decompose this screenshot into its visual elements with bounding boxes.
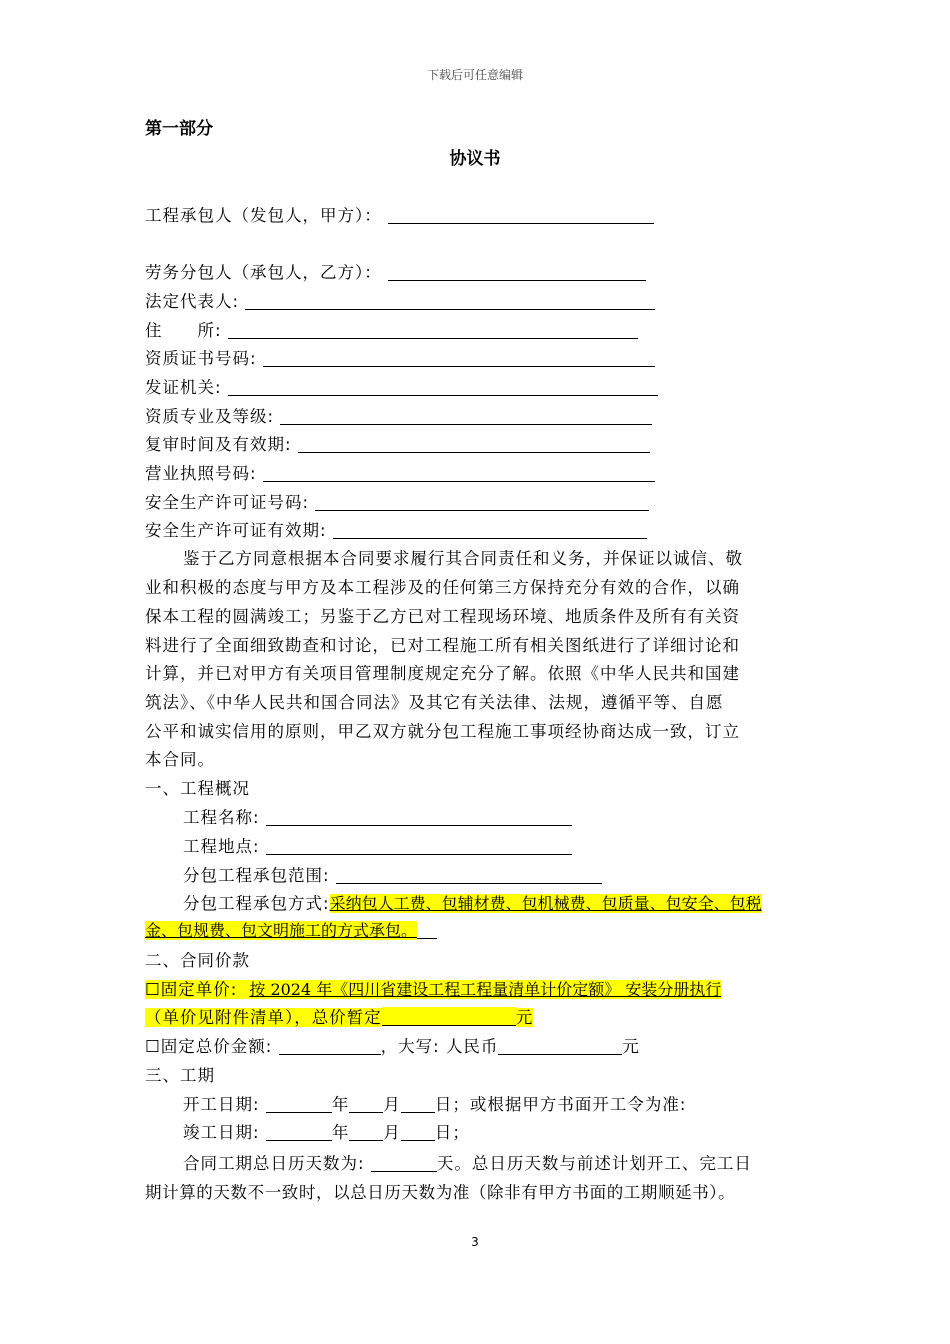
- project-name-field: [183, 804, 572, 828]
- address-blank[interactable]: [228, 320, 638, 339]
- preamble-line-7: 公平和诚实信用的原则，甲乙双方就分包工程施工事项经协商达成一致，订立: [145, 722, 740, 741]
- fixed-unit-price-row: [145, 976, 721, 1000]
- end-day-blank[interactable]: [401, 1122, 435, 1141]
- employer-blank[interactable]: [388, 205, 654, 224]
- end-year-blank[interactable]: [266, 1122, 332, 1141]
- preamble-line-4: 料进行了全面细致勘查和讨论，已对工程施工所有相关图纸进行了详细讨论和: [145, 636, 740, 655]
- section-2-heading: 二、合同价款: [145, 951, 250, 970]
- mode-tail-blank[interactable]: [417, 920, 437, 939]
- start-year-label: 年: [331, 1095, 350, 1114]
- end-date-label: 竣工日期:: [183, 1123, 260, 1142]
- safety-valid-blank[interactable]: [333, 520, 647, 539]
- preamble-line-3: 保本工程的圆满竣工；另鉴于乙方已对工程现场环境、地质条件及所有有关资: [145, 607, 740, 626]
- page-number: 3: [471, 1235, 479, 1249]
- total-days-line-2: 期计算的天数不一致时，以总日历天数为准（除非有甲方书面的工期顺延书）。: [145, 1183, 736, 1202]
- grade-field: [145, 403, 652, 427]
- mode-text-1: 采纳包人工费、包辅材费、包机械费、包质量、包安全、包税: [329, 894, 762, 913]
- address-label: 住 所:: [145, 321, 222, 340]
- subcontractor-label: 劳务分包人（承包人，乙方）：: [145, 263, 382, 282]
- grade-label: 资质专业及等级:: [145, 407, 275, 426]
- preamble-line-8: 本合同。: [145, 750, 215, 769]
- issuer-field: [145, 374, 658, 398]
- scope-label: 分包工程承包范围:: [183, 866, 330, 885]
- review-blank[interactable]: [298, 434, 650, 453]
- license-blank[interactable]: [263, 463, 655, 482]
- issuer-blank[interactable]: [228, 377, 658, 396]
- grade-blank[interactable]: [280, 406, 652, 425]
- safety-valid-label: 安全生产许可证有效期:: [145, 521, 327, 540]
- start-date-row: [183, 1091, 686, 1115]
- scope-field: [183, 862, 602, 886]
- legal-rep-label: 法定代表人:: [145, 292, 240, 311]
- total-days-row: [183, 1150, 752, 1174]
- section-3-heading: 三、工期: [145, 1066, 215, 1085]
- end-year-label: 年: [331, 1123, 350, 1142]
- uppercase-blank[interactable]: [498, 1036, 622, 1055]
- fixed-unit-text-2: （单价见附件清单），总价暂定: [145, 1008, 382, 1027]
- start-month-label: 月: [383, 1095, 401, 1114]
- fixed-total-label[interactable]: ☐固定总价金额:: [145, 1037, 273, 1056]
- fixed-total-blank[interactable]: [279, 1036, 381, 1055]
- fixed-total-row: [145, 1033, 640, 1057]
- license-label: 营业执照号码:: [145, 464, 257, 483]
- start-date-label: 开工日期:: [183, 1095, 260, 1114]
- subcontractor-blank[interactable]: [388, 262, 646, 281]
- start-day-blank[interactable]: [401, 1094, 435, 1113]
- safety-valid-field: [145, 517, 647, 541]
- end-date-row: [183, 1119, 470, 1143]
- cert-no-blank[interactable]: [263, 348, 655, 367]
- legal-rep-blank[interactable]: [245, 291, 655, 310]
- start-year-blank[interactable]: [266, 1094, 332, 1113]
- project-name-blank[interactable]: [266, 807, 572, 826]
- scope-blank[interactable]: [336, 865, 602, 884]
- provisional-total-blank[interactable]: [382, 1007, 516, 1026]
- fixed-unit-label[interactable]: ☐固定单价:: [145, 980, 238, 999]
- employer-label: 工程承包人（发包人，甲方）：: [145, 206, 382, 225]
- legal-rep-field: [145, 288, 655, 312]
- safety-no-blank[interactable]: [315, 492, 649, 511]
- mode-field: [183, 890, 762, 914]
- review-label: 复审时间及有效期:: [145, 435, 292, 454]
- safety-no-field: [145, 489, 649, 513]
- review-field: [145, 431, 650, 455]
- preamble-line-2: 业和积极的态度与甲方及本工程涉及的任何第三方保持充分有效的合作，以确: [145, 578, 740, 597]
- subcontractor-field: [145, 259, 646, 283]
- document-title: 协议书: [449, 149, 501, 169]
- cert-no-label: 资质证书号码:: [145, 349, 257, 368]
- mode-field-line-2: [145, 918, 437, 941]
- safety-no-label: 安全生产许可证号码:: [145, 493, 310, 512]
- end-month-blank[interactable]: [349, 1122, 383, 1141]
- part-label: 第一部分: [145, 119, 213, 139]
- end-day-label: 日；: [434, 1123, 470, 1142]
- mode-label: 分包工程承包方式:: [183, 894, 330, 913]
- end-month-label: 月: [383, 1123, 401, 1142]
- total-days-blank[interactable]: [371, 1153, 437, 1172]
- project-location-label: 工程地点:: [183, 837, 260, 856]
- fixed-unit-price-row-2: [145, 1004, 533, 1028]
- issuer-label: 发证机关:: [145, 378, 222, 397]
- page-header: 下载后可任意编辑: [426, 68, 523, 82]
- license-field: [145, 460, 655, 484]
- total-days-tail: 天。总日历天数与前述计划开工、完工日: [436, 1154, 752, 1173]
- preamble-line-6: 筑法》、《中华人民共和国合同法》及其它有关法律、法规，遵循平等、自愿: [145, 693, 724, 712]
- yuan-label-1: 元: [515, 1008, 534, 1027]
- start-date-tail: 或根据甲方书面开工令为准:: [469, 1095, 687, 1114]
- total-days-label: 合同工期总日历天数为:: [183, 1154, 365, 1173]
- uppercase-label: ，大写: 人民币: [380, 1037, 499, 1056]
- address-field: [145, 317, 638, 341]
- preamble-line-1: 鉴于乙方同意根据本合同要求履行其合同责任和义务，并保证以诚信、敬: [183, 549, 743, 568]
- employer-field: [145, 202, 654, 226]
- preamble-line-5: 计算，并已对甲方有关项目管理制度规定充分了解。依照《中华人民共和国建: [145, 664, 740, 683]
- mode-text-2: 金、包规费、包文明施工的方式承包。: [145, 921, 418, 940]
- start-month-blank[interactable]: [349, 1094, 383, 1113]
- project-location-field: [183, 833, 572, 857]
- yuan-label-2: 元: [622, 1037, 640, 1056]
- project-location-blank[interactable]: [266, 836, 572, 855]
- project-name-label: 工程名称:: [183, 808, 260, 827]
- cert-no-field: [145, 345, 655, 369]
- start-day-label: 日；: [434, 1095, 470, 1114]
- fixed-unit-text-1: 按 2024 年《四川省建设工程工程量清单计价定额》 安装分册执行: [237, 980, 721, 999]
- section-1-heading: 一、工程概况: [145, 779, 250, 798]
